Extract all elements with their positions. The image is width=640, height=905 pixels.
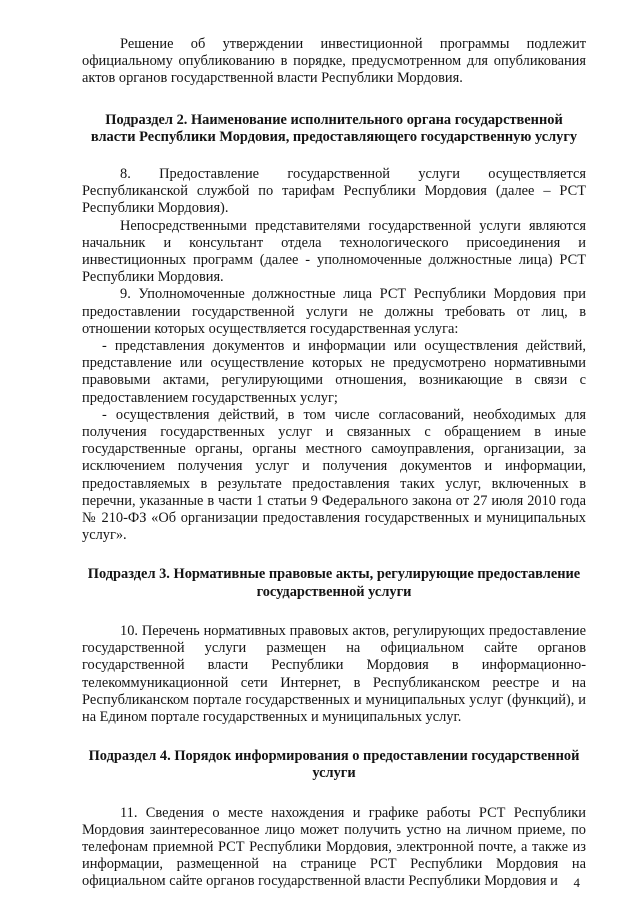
intro-paragraph: Решение об утверждении инвестиционной программы подлежит официальному опубликованию в порядке, предусмотренном для опубликования актов органов государственной власти Республики Мордовия. xyxy=(82,36,586,87)
section-3-heading: Подраздел 3. Нормативные правовые акты, регулирующие предоставление государственной услуги xyxy=(87,566,581,600)
paragraph-9: 9. Уполномоченные должностные лица РСТ Республики Мордовия при предоставлении государственной услуги не должны требовать от лиц, в отношении которых осуществляется государственная услуга: xyxy=(82,286,586,337)
paragraph-8: 8. Предоставление государственной услуги осуществляется Республиканской службой по тарифам Республики Мордовия (далее – РСТ Республики Мордовия). xyxy=(82,166,586,217)
section-4-heading: Подраздел 4. Порядок информирования о предоставлении государственной услуги xyxy=(88,748,580,782)
paragraph-10: 10. Перечень нормативных правовых актов, регулирующих предоставление государственной услуги размещен на официальном сайте органов государственной власти Республики Мордовия в информационно-телекоммуникационной сети Интернет, в Республиканском реестре и на Республиканском портале государственных и муниципальных услуг (функций), и на Едином портале государственных и муниципальных услуг. xyxy=(82,622,586,725)
paragraph-11: 11. Сведения о месте нахождения и графике работы РСТ Республики Мордовия заинтересованное лицо может получить устно на личном приеме, по телефонам приемной РСТ Республики Мордовия, электронной почте, а также из информации, размещенной на странице РСТ Республики Мордовия на официальном сайте органов государственной власти Республики Мордовия и xyxy=(82,804,586,890)
paragraph-representatives: Непосредственными представителями государственной услуги являются начальник и консультант отдела технологического присоединения и инвестиционных программ (далее - уполномоченные должностные лица) РСТ Республики Мордовия. xyxy=(82,217,586,286)
paragraph-9-item-2: - осуществления действий, в том числе согласований, необходимых для получения государственных услуг и связанных с обращением в иные государственные органы, органы местного самоуправления, организации, за исключением получения услуг и получения документов и информации, предоставляемых в результате предоставления таких услуг, включенных в перечни, указанные в части 1 статьи 9 Федерального закона от 27 июля 2010 года № 210-ФЗ «Об организации предоставления государственных и муниципальных услуг». xyxy=(82,406,586,544)
page-number: 4 xyxy=(573,875,580,890)
section-2-heading: Подраздел 2. Наименование исполнительного органа государственной власти Республики Мордовия, предоставляющего государственную услугу xyxy=(90,111,578,145)
paragraph-9-item-1: - представления документов и информации или осуществления действий, представление или осуществление которых не предусмотрено нормативными правовыми актами, регулирующими отношения, возникающие в связи с предоставлением государственных услуг; xyxy=(82,338,586,406)
